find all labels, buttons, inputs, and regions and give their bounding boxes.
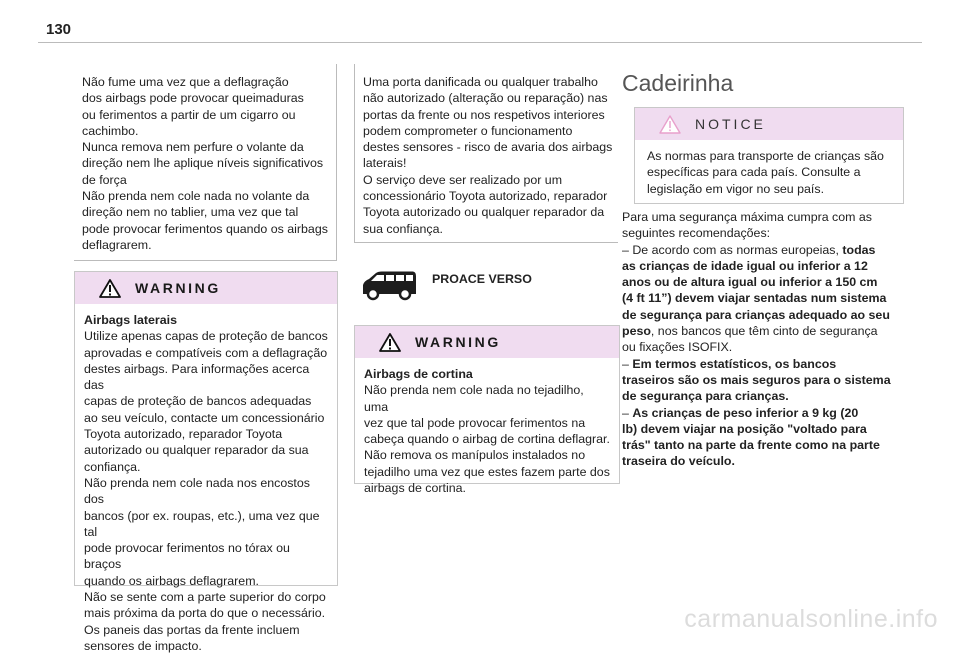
text-line: aprovadas e compatíveis com a deflagração [84,345,328,360]
bold-run: traseiros são os mais seguros para o sistema [622,372,891,387]
text-line: Os paneis das portas da frente incluem [84,622,300,637]
vehicle-model-label: PROACE VERSO [432,272,532,286]
text-line: pode provocar ferimentos no tórax ou braços [84,541,290,572]
warning-label: WARNING [135,280,221,296]
col1-intro-text [82,74,336,253]
section-divider [74,260,337,261]
text-line: Não prenda nem cole nada no tejadilho, uma [364,383,584,414]
text-line [622,388,912,404]
watermark: carmanualsonline.info [684,605,938,633]
text-line: seguintes recomendações: [622,226,771,241]
text-line: Toyota autorizado, reparador Toyota [84,427,283,442]
bold-run: traseira do veículo. [622,454,735,469]
text-line: quando os airbags deflagrarem. [84,573,259,588]
text-line: confiança. [84,459,141,474]
text-line: destes sensores - risco de avaria dos airbags [363,140,613,155]
page-number: 130 [46,21,72,38]
text-line: concessionário Toyota autorizado, reparador [363,189,608,204]
text-line: legislação em vigor no seu país. [647,181,825,196]
bold-run: trás" tanto na parte da frente como na parte [622,438,880,453]
col2-intro-text [363,74,613,237]
vehicle-model-row [360,270,532,302]
bold-run: de segurança para crianças adequado ao seu [622,307,890,322]
text-line: podem comprometer o funcionamento [363,123,573,138]
text-line: portas da frente ou nos respetivos interiores [363,107,605,122]
text-line [622,405,912,421]
bold-run: as crianças de idade igual ou inferior a 12 [622,258,868,273]
text-line: mais próxima da porta do que o necessário. [84,606,326,621]
text-line [622,290,912,306]
text-line [622,274,912,290]
text-line: cachimbo. [82,123,139,138]
notice-body [635,140,903,206]
text-line: airbags de cortina. [364,481,466,496]
bold-run: peso [622,324,651,339]
text-line: direção nem no tablier, uma vez que tal [82,205,299,220]
text-line: Utilize apenas capas de proteção de bancos [84,329,328,344]
column-divider [354,64,355,242]
text-line [622,437,912,453]
text-line [622,307,912,323]
text-line: ao seu veículo, contacte um concessionário [84,410,325,425]
text-line [622,323,912,339]
text-line: Não remova os manípulos instalados no [364,448,586,463]
text-run: – [622,405,633,420]
warning-title: Airbags laterais [84,313,177,327]
notice-header [635,108,903,140]
bold-run: Em termos estatísticos, os bancos [632,356,837,371]
text-line: capas de proteção de bancos adequadas [84,394,312,409]
text-line: ou fixações ISOFIX. [622,340,733,355]
bold-run: As crianças de peso inferior a 9 kg (20 [632,405,859,420]
text-line: Não fume uma vez que a deflagração [82,75,289,89]
text-line [622,242,912,258]
text-run: – De acordo com as normas europeias, [622,242,843,257]
text-line [622,258,912,274]
text-line: Nunca remova nem perfure o volante da [82,140,304,155]
text-line: autorizado ou qualquer reparador da sua [84,443,309,458]
warning-triangle-icon [379,333,401,352]
text-line: cabeça quando o airbag de cortina deflagrar. [364,432,610,447]
warning-body [355,358,619,505]
bold-run: (4 ft 11”) devem viajar sentadas num sistema [622,291,887,306]
header-divider [38,42,922,43]
text-line [622,356,912,372]
warning-label: WARNING [415,334,501,350]
text-line: não autorizado (alteração ou reparação) nas [363,91,608,106]
warning-header [75,272,337,304]
text-line: Para uma segurança máxima cumpra com as [622,210,872,224]
text-line: Não se sente com a parte superior do corpo [84,590,326,605]
notice-box [634,107,904,204]
text-line [622,453,912,469]
text-line: sensores de impacto. [84,638,202,653]
text-line: pode provocar ferimentos quando os airbags [82,221,328,236]
warning-box-curtain-airbags [354,325,620,496]
warning-body [75,304,337,663]
section-divider [354,242,618,243]
text-line: de força [82,172,127,187]
text-run: – [622,356,633,371]
bold-run: anos ou de altura igual ou inferior a 150 cm [622,275,878,290]
text-line: Uma porta danificada ou qualquer trabalho [363,75,598,89]
text-line: laterais! [363,156,407,171]
van-icon [360,270,418,302]
notice-label: NOTICE [695,116,766,132]
text-line: sua confiança. [363,221,443,236]
text-line: O serviço deve ser realizado por um [363,172,563,187]
text-line: As normas para transporte de crianças são [647,149,884,163]
bold-run: de segurança para crianças. [622,389,789,404]
text-line: destes airbags. Para informações acerca das [84,361,310,393]
warning-triangle-icon [99,279,121,298]
text-line [622,372,912,388]
bold-run: lb) devem viajar na posição "voltado para [622,421,867,436]
text-line [622,421,912,437]
text-line: específicas para cada país. Consulte a [647,165,861,180]
warning-header [355,326,619,358]
bold-run: todas [842,242,876,257]
text-line: dos airbags pode provocar queimaduras [82,91,304,106]
text-line: ou ferimentos a partir de um cigarro ou [82,107,296,122]
text-line: deflagrarem. [82,237,152,252]
notice-triangle-icon [659,115,681,134]
child-seat-recommendations [622,209,912,470]
section-heading: Cadeirinha [622,70,734,96]
warning-box-side-airbags [74,271,338,653]
text-run: , nos bancos que têm cinto de segurança [650,324,878,339]
text-line: bancos (por ex. roupas, etc.), uma vez que tal [84,508,320,539]
text-line: Toyota autorizado ou qualquer reparador da [363,205,605,220]
text-line: Não prenda nem cole nada nos encostos dos [84,475,310,507]
text-line: direção nem lhe aplique níveis significativos [82,156,324,171]
column-divider [336,64,337,260]
text-line: vez que tal pode provocar ferimentos na [364,415,586,430]
text-line: Não prenda nem cole nada no volante da [82,189,310,204]
warning-title: Airbags de cortina [364,367,473,381]
text-line: tejadilho uma vez que estes fazem parte dos [364,464,610,479]
